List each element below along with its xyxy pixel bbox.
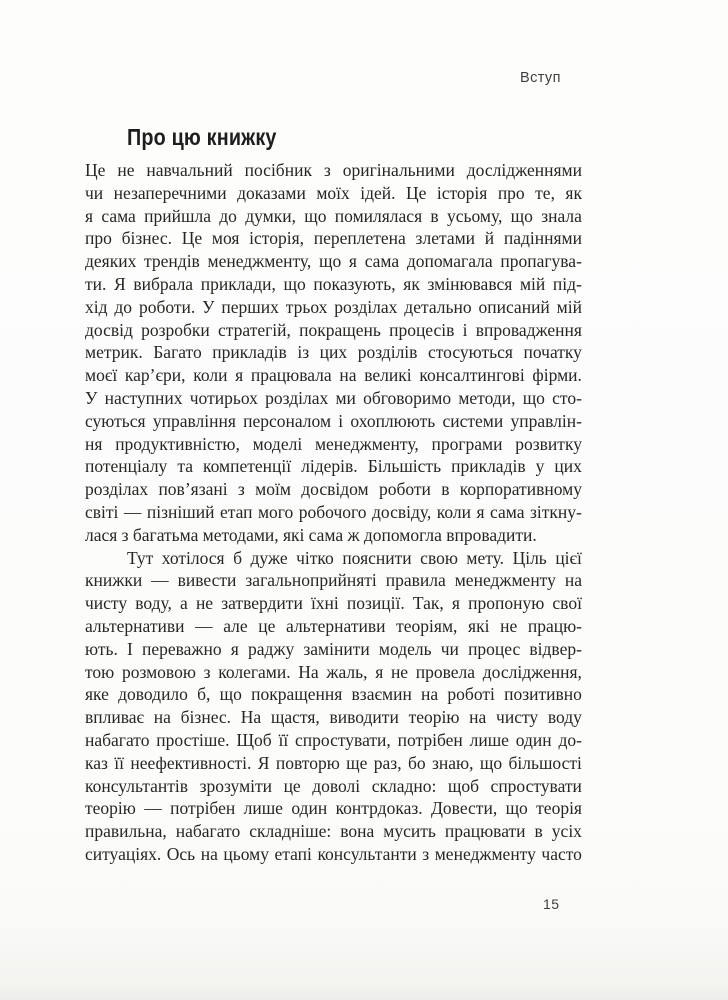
chapter-title: Про цю книжку <box>127 124 277 150</box>
text-line: розділах пов’язані з моїм досвідом роботи в корпоративному <box>85 479 582 500</box>
text-line: хід до роботи. У перших трьох розділах детально описаний мій <box>85 296 582 317</box>
text-line: потенціалу та компетенції лідерів. Більшість прикладів у цих <box>85 456 582 477</box>
running-header: Вступ <box>520 70 561 86</box>
text-line: лася з багатьма методами, які сама ж допомогла впровадити. <box>85 524 537 545</box>
paragraph <box>85 159 582 547</box>
text-line: метрик. Багато прикладів із цих розділів стосуються початку <box>85 342 582 363</box>
paragraph <box>85 547 582 866</box>
text-line: теорію — потрібен лише один контрдоказ. Довести, що теорія <box>85 798 582 819</box>
text-line: досвід розробки стратегій, покращень процесів і впровадження <box>85 319 582 340</box>
text-line: Тут хотілося б дуже чітко пояснити свою мету. Ціль цієї <box>127 547 582 568</box>
text-line: ня продуктивністю, моделі менеджменту, програми розвитку <box>85 433 582 454</box>
text-line: яке доводило б, що покращення взаємин на роботі позитивно <box>85 684 582 705</box>
body-text <box>85 159 582 866</box>
text-line: про бізнес. Це моя історія, переплетена злетами й падіннями <box>85 228 582 249</box>
text-line: ють. І переважно я раджу замінити модель чи процес відвер- <box>85 638 582 659</box>
text-line: альтернативи — але це альтернативи теоріям, які не працю- <box>85 615 582 636</box>
page-number: 15 <box>543 896 560 912</box>
text-line: чи незаперечними доказами моїх ідей. Це історія про те, як <box>85 182 582 203</box>
text-line: я сама прийшла до думки, що помилялася в усьому, що знала <box>85 205 582 226</box>
text-line: ситуаціях. Ось на цьому етапі консультанти з менеджменту часто <box>85 843 582 864</box>
text-line: впливає на бізнес. На щастя, виводити теорію на чисту воду <box>85 707 582 728</box>
text-line: чисту воду, а не затвердити їхні позиції. Так, я пропоную свої <box>85 593 582 614</box>
text-line: каз її неефективності. Я повторю ще раз, бо знаю, що більшості <box>85 752 582 773</box>
text-line: набагато простіше. Щоб її спростувати, потрібен лише один до- <box>85 729 582 750</box>
text-line: правильна, набагато складніше: вона мусить працювати в усіх <box>85 821 582 842</box>
text-line: Це не навчальний посібник з оригінальними дослідженнями <box>85 160 582 180</box>
text-line: моєї кар’єри, коли я працювала на великі консалтингові фірми. <box>85 365 582 386</box>
text-line: ти. Я вибрала приклади, що показують, як змінювався мій під- <box>85 273 582 294</box>
text-line: тою розмовою з колегами. На жаль, я не провела дослідження, <box>85 661 582 682</box>
text-line: суються управління персоналом і охоплюють системи управлін- <box>85 410 582 431</box>
text-line: книжки — вивести загальноприйняті правила менеджменту на <box>85 570 582 591</box>
text-line: консультантів зрозуміти це доволі складно: щоб спростувати <box>85 775 582 796</box>
text-line: світі — пізніший етап мого робочого досвіду, коли я сама зіткну- <box>85 501 582 522</box>
text-line: деяких трендів менеджменту, що я сама допомагала пропагува- <box>85 251 582 272</box>
text-line: У наступних чотирьох розділах ми обговоримо методи, що сто- <box>85 387 582 408</box>
